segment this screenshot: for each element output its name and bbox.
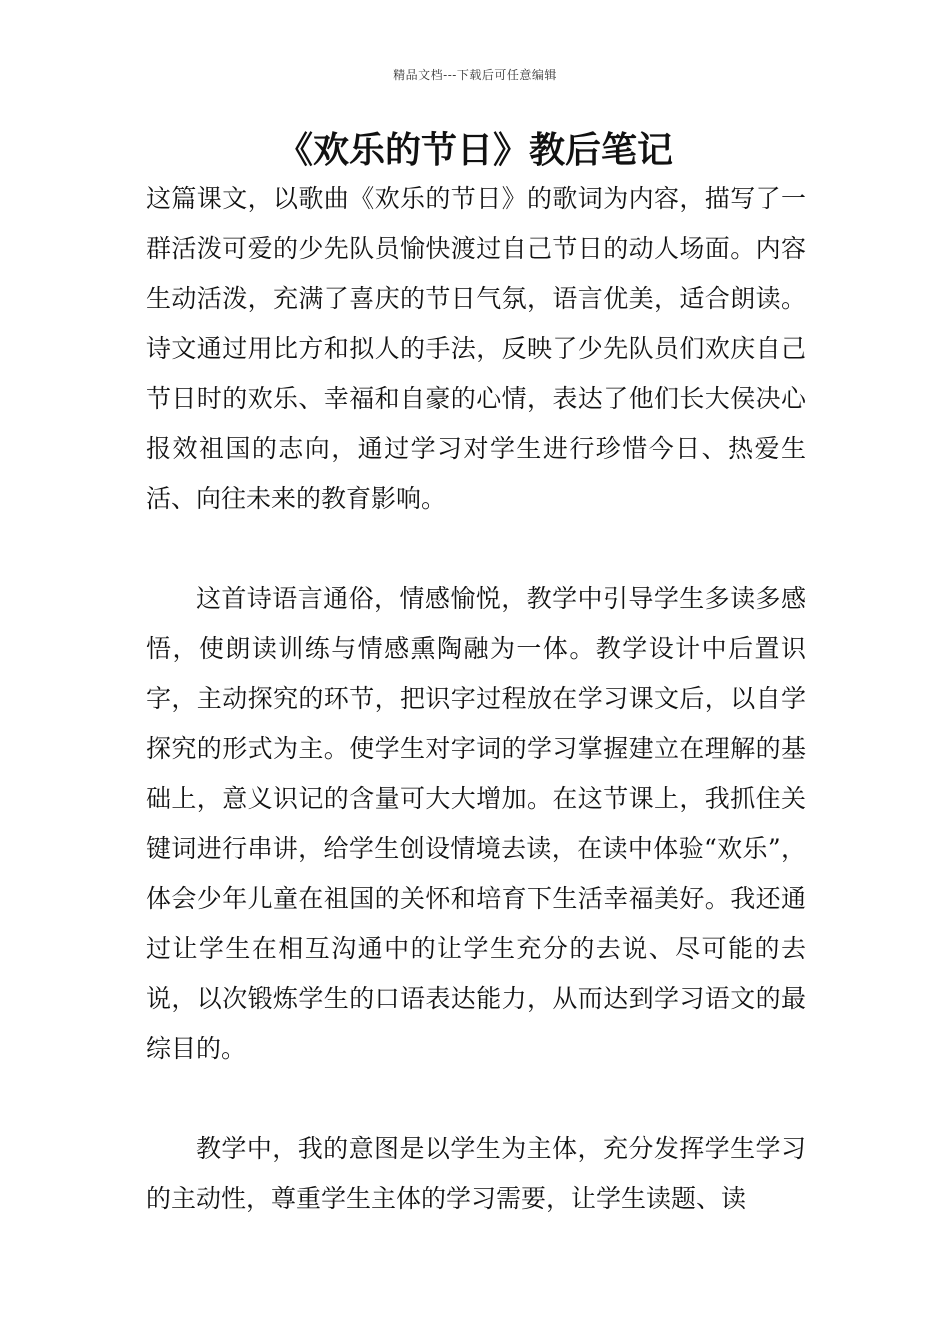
paragraph-1: 这篇课文，以歌曲《欢乐的节日》的歌词为内容，描写了一群活泼可爱的少先队员愉快渡过自己节日的动人场面。内容生动活泼，充满了喜庆的节日气氛，语言优美，适合朗读。诗文通过用比方和拟人的手法，反映了少先队员们欢庆自己节日时的欢乐、幸福和自豪的心情，表达了他们长大侯决心报效祖国的志向，通过学习对学生进行珍惜今日、热爱生活、向往未来的教育影响。 xyxy=(146,184,806,513)
paragraph-spacer xyxy=(146,524,806,574)
document-title: 《欢乐的节日》教后笔记 xyxy=(276,129,673,171)
paragraph-spacer xyxy=(146,1074,806,1124)
paragraph-3: 教学中，我的意图是以学生为主体，充分发挥学生学习的主动性，尊重学生主体的学习需要，让学生读题、读 xyxy=(146,1134,806,1213)
header-note: 精品文档---下载后可任意编辑 xyxy=(393,68,557,82)
paragraph-2: 这首诗语言通俗，情感愉悦，教学中引导学生多读多感悟，使朗读训练与情感熏陶融为一体。教学设计中后置识字，主动探究的环节，把识字过程放在学习课文后，以自学探究的形式为主。使学生对字词的学习掌握建立在理解的基础上，意义识记的含量可大大增加。在这节课上，我抓住关键词进行串讲，给学生创设情境去读，在读中体验“欢乐”，体会少年儿童在祖国的关怀和培育下生活幸福美好。我还通过让学生在相互沟通中的让学生充分的去说、尽可能的去说，以次锻炼学生的口语表达能力，从而达到学习语文的最综目的。 xyxy=(146,584,806,1063)
document-body xyxy=(146,174,806,1224)
